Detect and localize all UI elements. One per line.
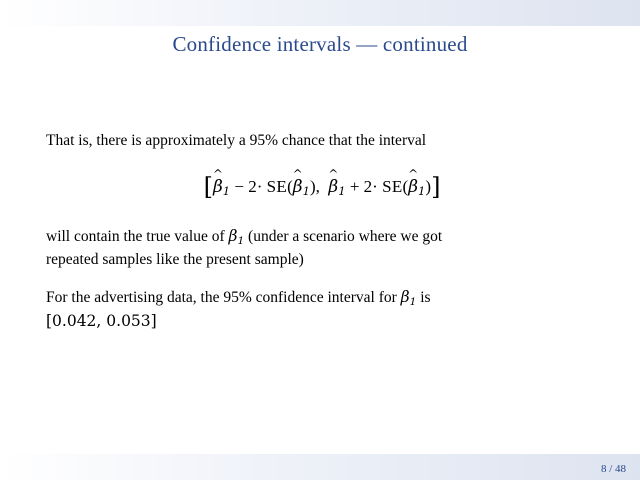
formula-se-label-1: SE <box>266 177 288 197</box>
formula-term2-sub: 1 <box>338 184 346 199</box>
formula-term2-symbol: β <box>328 177 339 198</box>
formula-term1-symbol: β <box>212 177 223 198</box>
paragraph-intro: That is, there is approximately a 95% chance that the interval <box>46 132 427 149</box>
formula-factor-2: 2 <box>363 177 373 197</box>
paragraph-advertising-part1: For the advertising data, the 95% confidence interval for <box>46 288 401 306</box>
formula-term1-beta <box>212 167 223 200</box>
paragraph-interpretation-line2: repeated samples like the present sample) <box>46 251 304 269</box>
confidence-interval-formula <box>46 167 598 205</box>
formula-se-hat-1: ^ <box>292 167 303 182</box>
formula-se-close-1: ) <box>309 177 316 197</box>
paragraph-advertising <box>46 286 598 334</box>
paragraph-interpretation-part1: will contain the true value of <box>46 228 229 246</box>
formula-term1-hat: ^ <box>212 167 223 182</box>
formula-term1-sub: 1 <box>222 184 231 199</box>
paragraph-advertising-beta: β <box>400 287 410 306</box>
formula-se-sub-2: 1 <box>418 184 426 199</box>
formula-se-close-2: ) <box>425 177 432 197</box>
formula-factor-1: 2 <box>248 177 257 197</box>
formula-term2-hat: ^ <box>328 167 339 182</box>
slide-content <box>46 130 598 348</box>
formula-close-bracket: ] <box>431 173 441 202</box>
formula-plus: + <box>349 177 360 197</box>
formula-se-beta-2 <box>408 167 419 200</box>
formula-term2-beta <box>328 167 339 200</box>
page-number: 8 / 48 <box>600 463 626 475</box>
formula-comma: , <box>315 177 320 197</box>
formula-se-beta-1 <box>292 167 303 200</box>
paragraph-interpretation-beta-sub: 1 <box>237 235 245 248</box>
formula-se-open-2: ( <box>402 177 409 197</box>
paragraph-interpretation-beta: β <box>228 227 238 246</box>
header-band <box>0 0 640 26</box>
formula-cdot-2: · <box>372 177 378 197</box>
paragraph-advertising-part2: is <box>416 288 431 306</box>
formula-open-bracket: [ <box>203 173 213 202</box>
paragraph-interpretation <box>46 225 598 272</box>
confidence-interval-value: [0.042, 0.053] <box>46 312 157 331</box>
formula-se-open-1: ( <box>287 177 293 197</box>
formula-minus: − <box>234 177 244 197</box>
formula-se-symbol-2: β <box>408 177 419 198</box>
formula-cdot-1: · <box>256 177 263 197</box>
formula-se-sub-1: 1 <box>302 184 310 199</box>
paragraph-interpretation-part2: (under a scenario where we got <box>244 228 443 246</box>
page-title: Confidence intervals — continued <box>172 32 468 56</box>
footer-band <box>0 454 640 480</box>
paragraph-advertising-beta-sub: 1 <box>409 295 417 308</box>
formula-se-symbol-1: β <box>292 177 303 198</box>
formula-se-label-2: SE <box>382 177 403 197</box>
formula-se-hat-2: ^ <box>408 167 419 182</box>
